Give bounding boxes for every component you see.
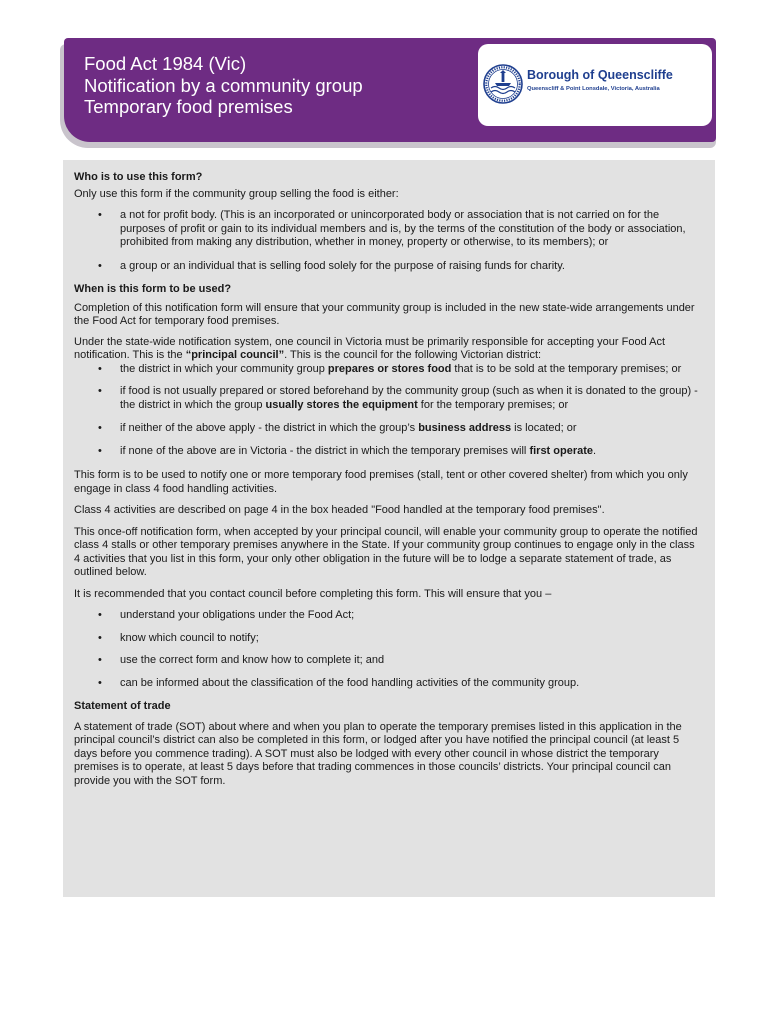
bullet-icon: • — [98, 385, 102, 397]
when-paragraph-1: Completion of this notification form will ensure that your community group is included in the new state-wide arrangements under the Food Act for temporary food premises. — [74, 301, 695, 327]
list-item: • if food is not usually prepared or stored beforehand by the community group (such as when it is donated to the group) - the district in which the group usually stores the equipment for the temporary premises; or — [98, 385, 698, 411]
when-paragraph-5: This once-off notification form, when accepted by your principal council, will enable your community group to operate the notified class 4 stalls or other temporary premises anywhere in the State. If your community group continues to engage only in the class 4 activities that you list in this form, your only other obligation in the future will be to lodge a separate statement of trade, as outlined below. — [74, 525, 698, 578]
title-line-1: Food Act 1984 (Vic) — [84, 53, 247, 74]
who-heading: Who is to use this form? — [74, 171, 203, 183]
who-intro: Only use this form if the community group selling the food is either: — [74, 187, 399, 200]
bullet-icon: • — [98, 444, 102, 457]
recommendation-list — [74, 609, 703, 690]
list-item: • a not for profit body. (This is an incorporated or unincorporated body or association that is not carried on for the purposes of profit or gain to its individual members and is, by the terms of the constitution of the body or association, prohibited from making any distribution, whether in money, property or otherwise, to its members); or — [98, 209, 686, 248]
council-seal-icon — [483, 64, 523, 104]
bullet-icon: • — [98, 259, 102, 272]
bullet-icon: • — [98, 631, 102, 644]
bullet-icon: • — [98, 609, 102, 621]
statement-of-trade-heading: Statement of trade — [74, 700, 171, 712]
list-item: • if neither of the above apply - the district in which the group’s business address is located; or — [98, 422, 577, 434]
title-line-3: Temporary food premises — [84, 96, 293, 117]
council-logo — [478, 44, 712, 126]
when-heading: When is this form to be used? — [74, 283, 232, 295]
council-name: Borough of Queenscliffe — [527, 68, 673, 82]
list-item: • the district in which your community group prepares or stores food that is to be sold at the temporary premises; or — [98, 362, 682, 375]
list-item: • can be informed about the classification of the food handling activities of the community group. — [98, 676, 580, 689]
council-location: Queenscliff & Point Lonsdale, Victoria, Australia — [527, 86, 660, 92]
bullet-icon: • — [98, 422, 102, 434]
list-item: • if none of the above are in Victoria - the district in which the temporary premises will first operate. — [98, 444, 597, 457]
header-banner — [64, 38, 716, 142]
when-paragraph-2: Under the state-wide notification system, one council in Victoria must be primarily responsible for accepting your Food Act notification. This is the “principal council”. This is the council for the following Victorian district: — [74, 335, 666, 361]
bullet-icon: • — [98, 362, 102, 375]
when-paragraph-3: This form is to be used to notify one or more temporary food premises (stall, tent or other covered shelter) from which you only engage in class 4 food handling activities. — [74, 469, 688, 495]
bullet-icon: • — [98, 209, 102, 221]
when-paragraph-4: Class 4 activities are described on page 4 in the box headed "Food handled at the temporary food premises". — [74, 504, 605, 516]
title-line-2: Notification by a community group — [84, 74, 363, 96]
list-item: • a group or an individual that is selling food solely for the purpose of raising funds for charity. — [98, 259, 565, 272]
list-item: • understand your obligations under the Food Act; — [98, 609, 355, 621]
statement-of-trade-body: A statement of trade (SOT) about where and when you plan to operate the temporary premises listed in this application in the principal council’s district can also be completed in this form, or lodged after you have notified the principal council (at least 5 days before you commence trading). A SOT must also be lodged with every other council in whose district the temporary premises is to operate, at least 5 days before that trading commences in those councils’ districts. Your principal council can provide you with the SOT form. — [74, 720, 682, 787]
who-list — [74, 209, 703, 273]
bullet-icon: • — [98, 676, 102, 689]
form-information-panel — [63, 160, 715, 897]
when-paragraph-6: It is recommended that you contact council before completing this form. This will ensure that you – — [74, 587, 552, 600]
list-item: • use the correct form and know how to complete it; and — [98, 654, 385, 666]
council-district-list — [74, 363, 703, 459]
bullet-icon: • — [98, 654, 102, 666]
list-item: • know which council to notify; — [98, 631, 259, 644]
document-title — [84, 53, 363, 118]
